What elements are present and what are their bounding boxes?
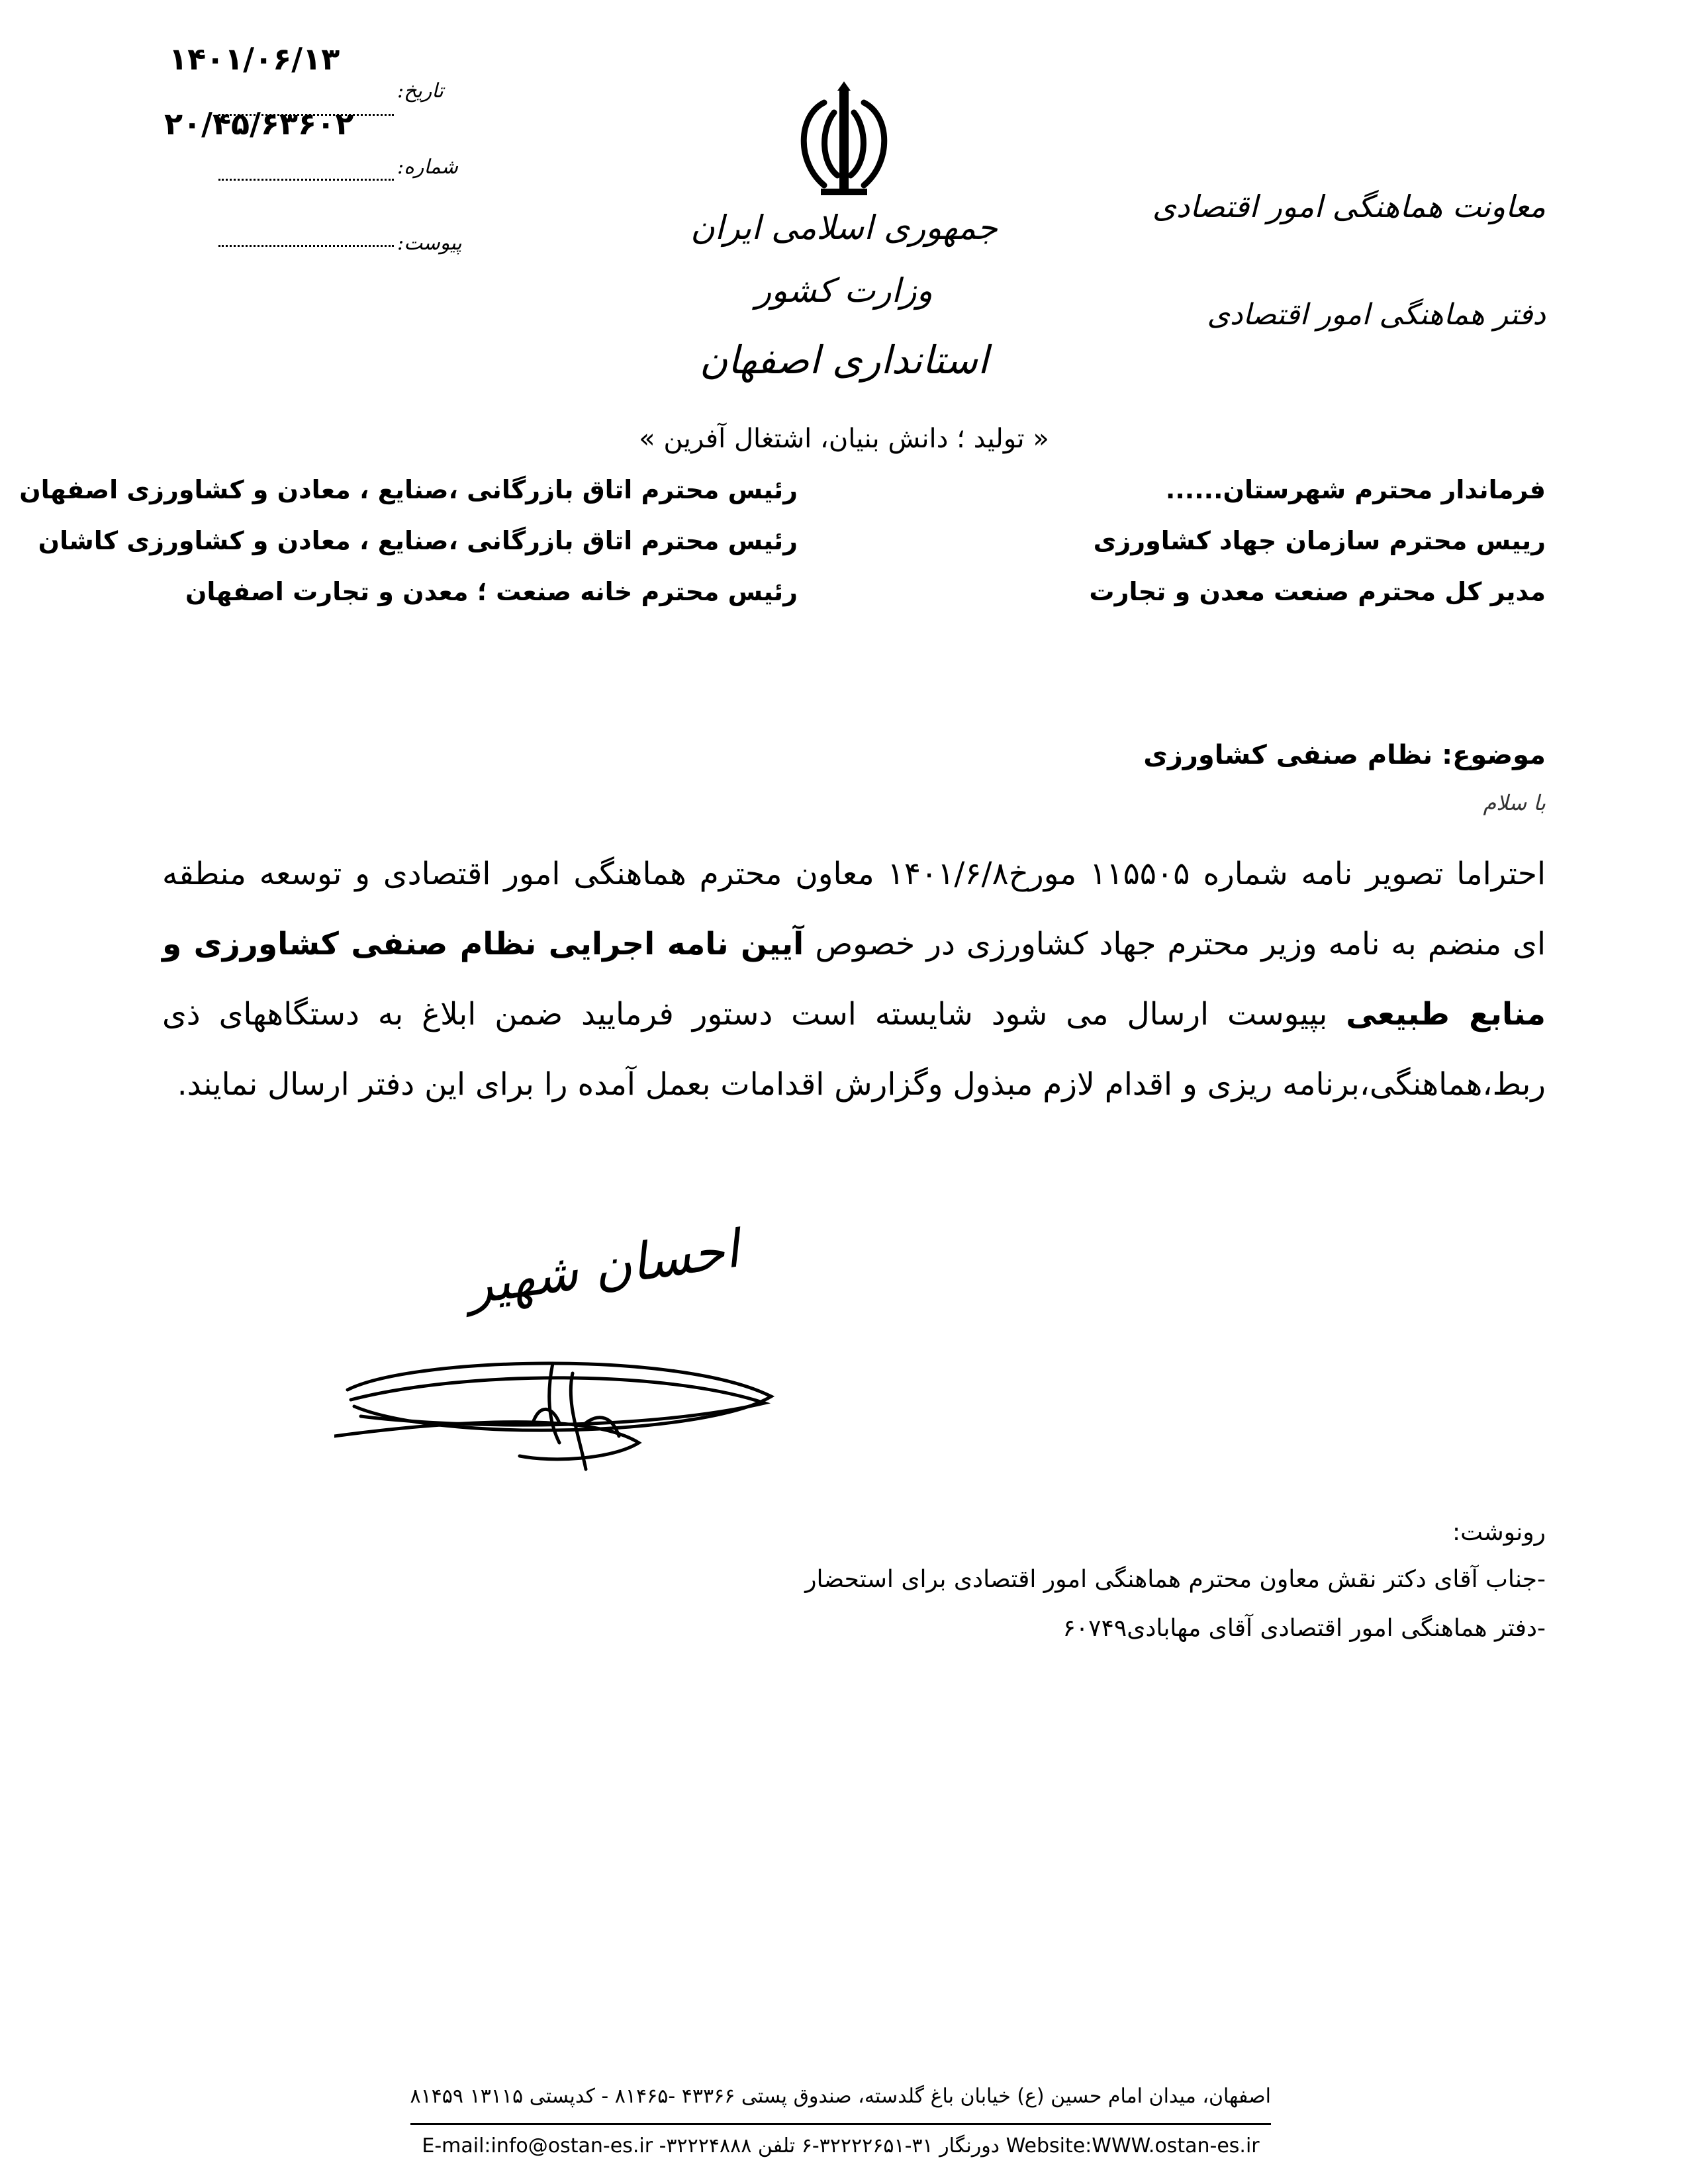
letter-body [162, 839, 1546, 1120]
recipient-left-2: رئیس محترم اتاق بازرگانی ،صنایع ، معادن و کشاورزی کاشان [38, 526, 798, 555]
cc-item-1: -جناب آقای دکتر نقش معاون محترم هماهنگی امور اقتصادی برای استحضار [805, 1566, 1546, 1593]
signer-name: احسان شهیر [463, 1219, 743, 1317]
ministry-name: وزارت کشور [755, 271, 933, 310]
body-text-part-1: احتراما تصویر نامه شماره ۱۱۵۵۰۵ مورخ۱۴۰۱/۶/۸ معاون محترم هماهنگی امور اقتصادی و توسعه منطقه ای منضم به نامه وزیر محترم جهاد کشاورزی در خصوص [162, 856, 1546, 962]
number-label: شماره: [397, 156, 458, 179]
slogan: « تولید ؛ دانش بنیان، اشتغال آفرین » [639, 424, 1049, 454]
recipient-right-3: مدیر کل محترم صنعت معدن و تجارت [1089, 577, 1546, 606]
cc-item-2: -دفتر هماهنگی امور اقتصادی آقای مهابادی۶۰۷۴۹ [1062, 1615, 1546, 1642]
letter-subject: موضوع: نظام صنفی کشاورزی [1143, 740, 1546, 770]
deputy-title: معاونت هماهنگی امور اقتصادی [1152, 189, 1546, 224]
greeting: با سلام [1483, 790, 1546, 815]
office-name: استانداری اصفهان [699, 338, 989, 383]
handwritten-signature-icon [334, 1343, 784, 1482]
body-text-part-2: بپیوست ارسال می شود شایسته است دستور فرمایید ضمن ابلاغ به دستگاههای ذی ربط،هماهنگی،برنامه ریزی و اقدام لازم مبذول وگزارش اقدامات بعمل آمده را برای این دفتر ارسال نمایند. [162, 996, 1546, 1103]
footer-address: اصفهان، میدان امام حسین (ع) خیابان باغ گلدسته، صندوق پستی ۴۳۳۶۶ -۸۱۴۶۵ - کدپستی ۱۳۱۱۵ ۸۱۴۵۹ [410, 2085, 1271, 2108]
date-value: ۱۴۰۱/۰۶/۱۳ [169, 41, 340, 77]
number-dotline [218, 179, 394, 181]
recipient-left-1: رئیس محترم اتاق بازرگانی ،صنایع ، معادن و کشاورزی اصفهان [19, 475, 798, 504]
body-text-bold: آیین نامه اجرایی نظام صنفی کشاورزی و منابع طبیعی [162, 926, 1546, 1032]
recipient-right-1: فرماندار محترم شهرستان...... [1165, 475, 1546, 504]
cc-title: رونوشت: [1452, 1519, 1546, 1546]
letter-number-value: ۲۰/۴۵/۶۳۶۰۲ [164, 106, 354, 142]
department-title: دفتر هماهنگی امور اقتصادی [1207, 298, 1546, 332]
attachment-label: پیوست: [397, 232, 462, 255]
date-dotline [218, 114, 394, 116]
recipient-left-3: رئیس محترم خانه صنعت ؛ معدن و تجارت اصفهان [185, 577, 798, 606]
footer-contact: E-mail:info@ostan-es.ir -۳۲۲۲۴۸۸۸ دورنگار ۳۱-۳۲۲۲۲۶۵۱-۶ تلفن Website:WWW.ostan-es.ir [422, 2134, 1260, 2158]
attachment-dotline [218, 245, 394, 247]
date-label: تاریخ: [397, 79, 444, 103]
iran-emblem-icon [784, 76, 904, 202]
recipient-right-2: رییس محترم سازمان جهاد کشاورزی [1093, 526, 1546, 555]
footer-divider [410, 2123, 1271, 2125]
country-name: جمهوری اسلامی ایران [690, 208, 998, 247]
